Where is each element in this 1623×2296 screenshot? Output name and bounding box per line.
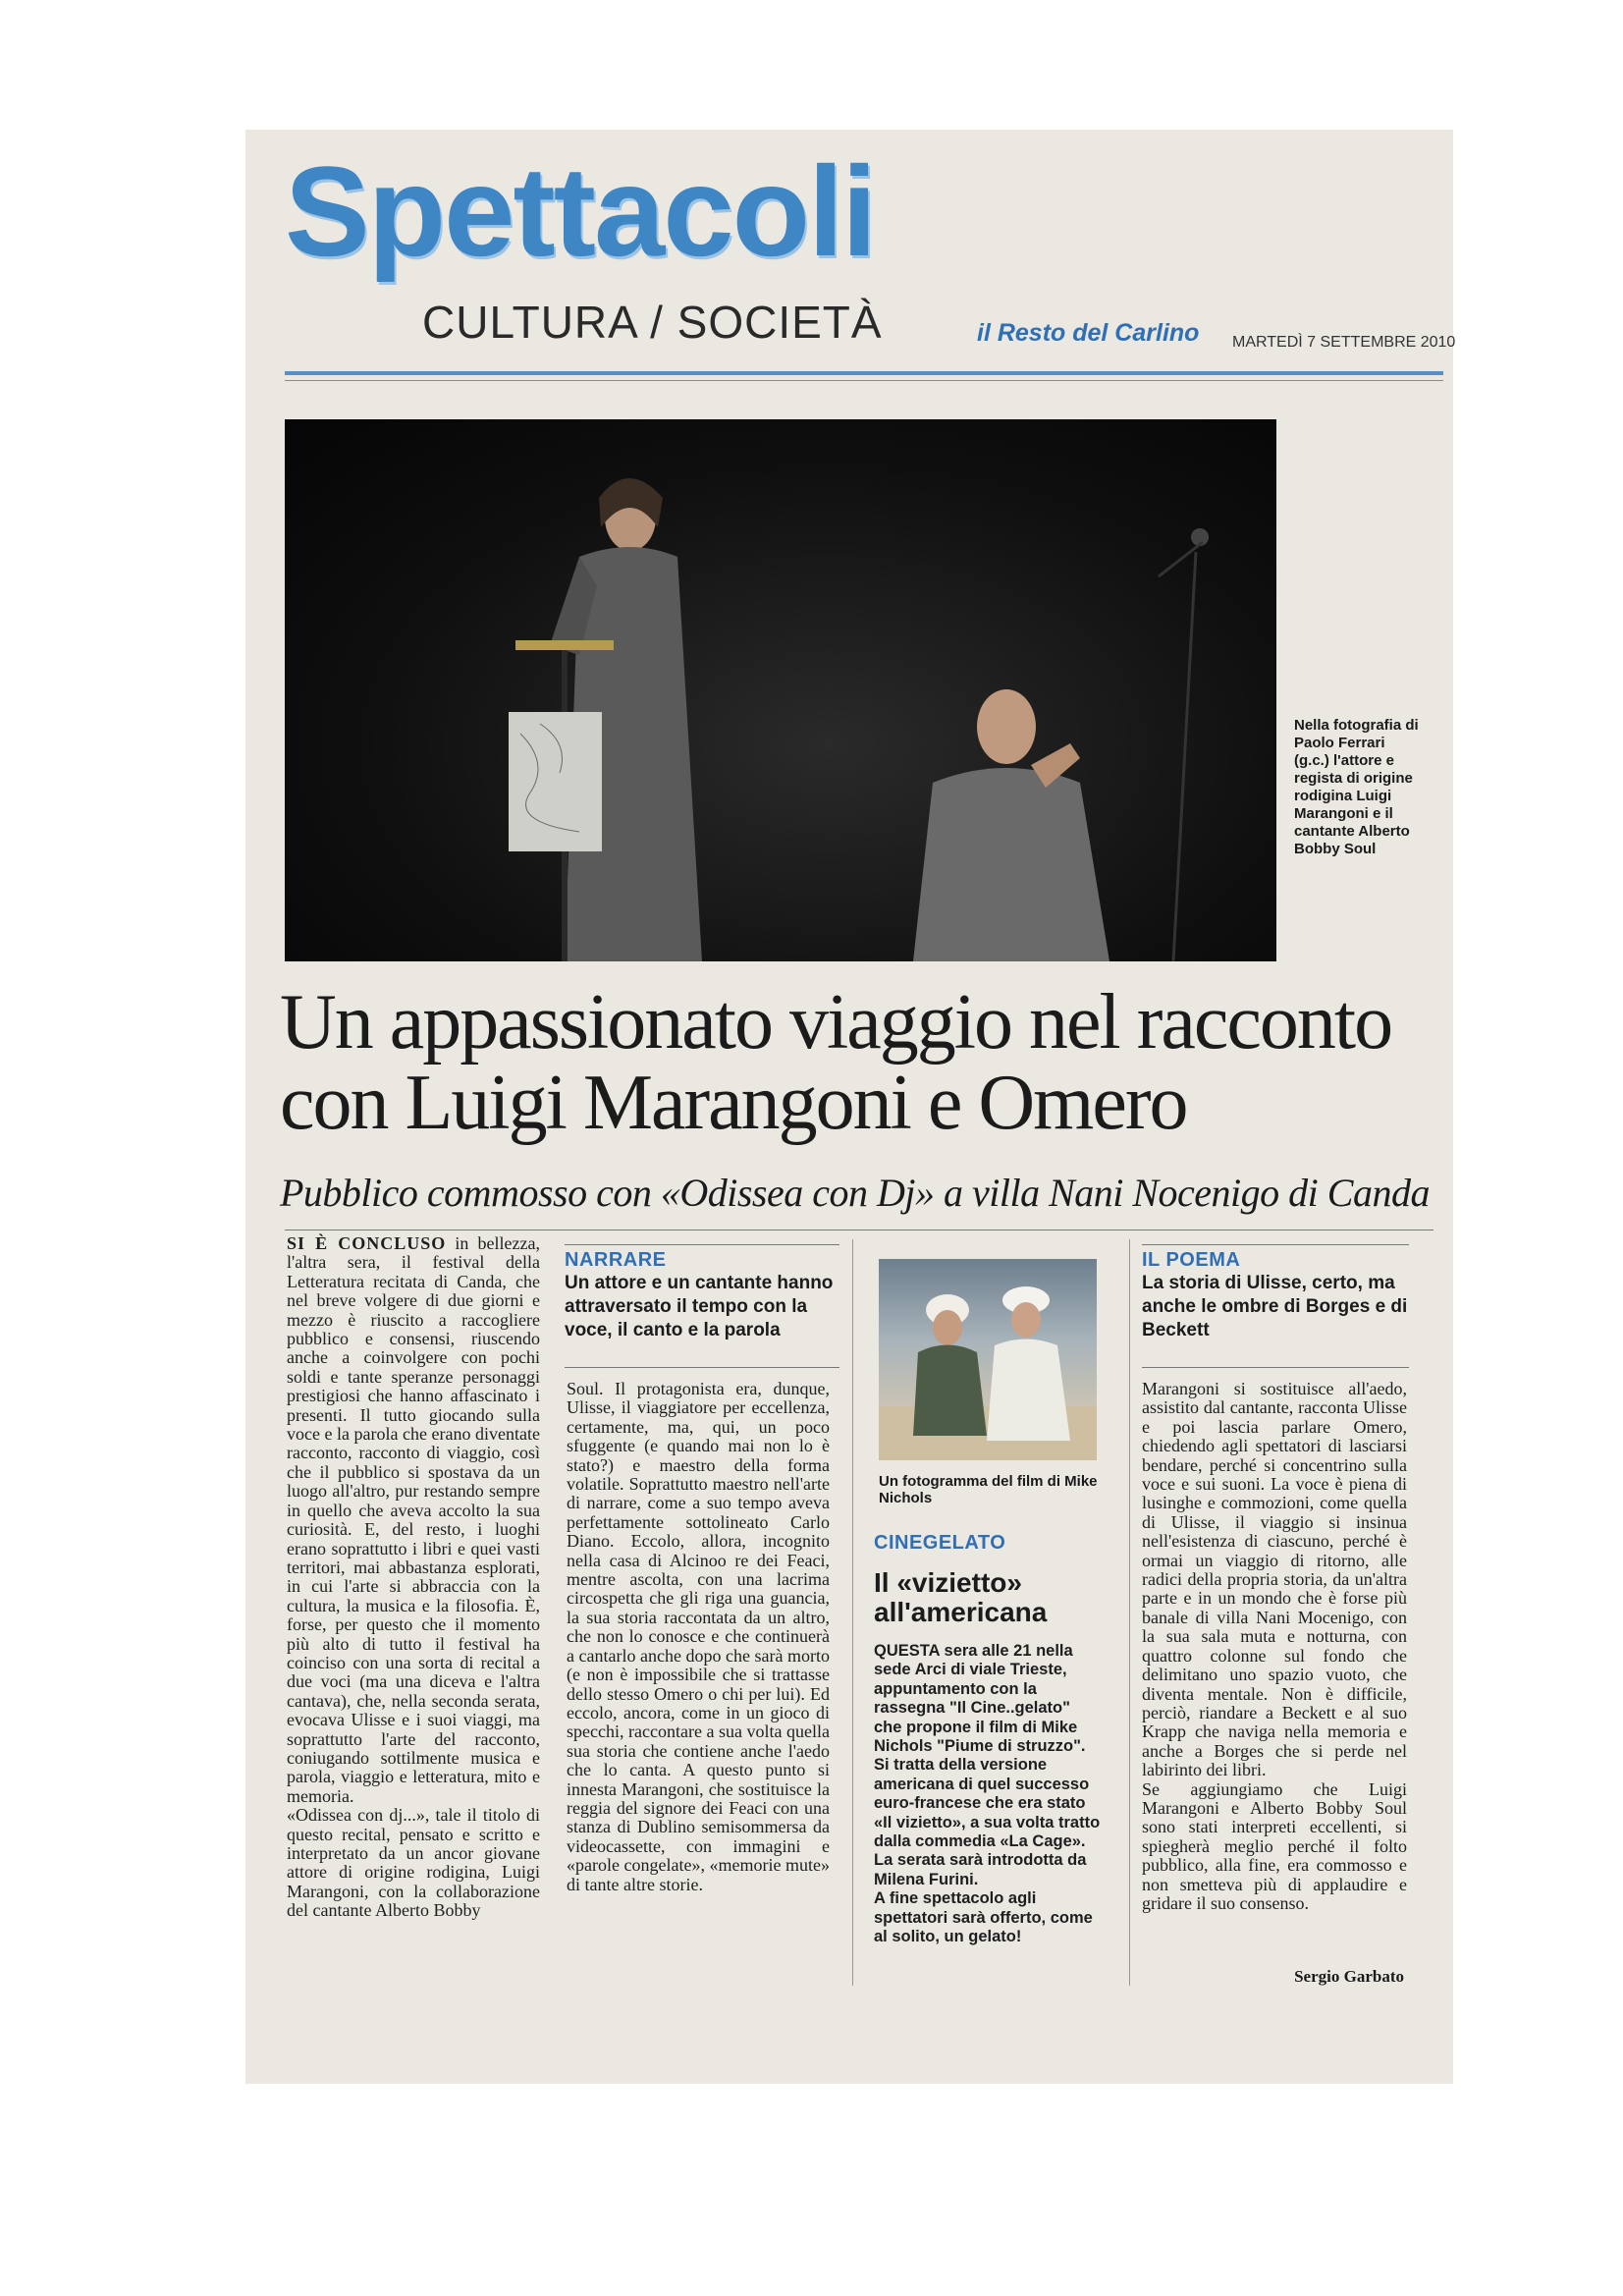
box-poema-kicker: IL POEMA: [1142, 1249, 1241, 1271]
section-title: Spettacoli: [285, 139, 876, 283]
article-text-col4-p2: Se aggiungiamo che Luigi Marangoni e Alberto Bobby Soul sono stati interpreti eccellenti, si spiegherà meglio perché il folto pubblico, alla fine, era commosso e non smetteva più di applaudire e gridare il suo consenso.: [1142, 1778, 1407, 1913]
article-text-col4: Marangoni si sostituisce all'aedo, assistito dal cantante, racconta Ulisse e poi lascia parlare Omero, chiedendo agli spettatori di lasciarsi bendare, perché si concentrino sulla voce e sui suoni. La voce è piena di lusinghe e commozioni, come quella di Ulisse, il viaggio si insinua nell'esistenza di ciascuno, perché è ormai un viaggio di ritorno, alle radici della propria storia, da un'altra parte e in un mondo che è forse più banale di villa Nani Mocenigo, con la sua sala muta e notturna, con quattro colonne sul fondo che delimitano uno spazio vuoto, che diventa mentale. Non è difficile, perciò, riandare a Beckett e al suo Krapp che naviga nella memoria e anche a Borges che si perde nel labirinto dei libri.: [1142, 1379, 1407, 1780]
article-text-col1: in bellezza, l'altra sera, il festival della Letteratura recitata di Canda, che nel breve volgere di due giorni e mezzo è riuscito a raccogliere pubblico e consensi, riuscendo anche a coinvolgere con pochi soldi e tante speranze personaggi prestigiosi che hanno affascinato i presenti. Il tutto giocando sulla voce e la parola che erano diventate racconto, racconto di viaggio, così che il pubblico si spostava da un luogo all'altro, pur restando sempre in quello che aveva accolto la sua curiosità. E, del resto, i luoghi erano soprattutto i libri e quei vasti territori, mai abbastanza esplorati, in cui l'arte si abbraccia con la cultura, la musica e la filosofia. È, forse, per questo che il momento più alto di tutto il festival ha coinciso con una sorta di recital a due voci (ma una diceva e l'altra cantava), che, nella seconda serata, evocava Ulisse e i suoi viaggi, ma soprattutto l'arte del racconto, coniugando sottilmente musica e parola, viaggio e letteratura, mito e memoria.: [287, 1233, 540, 1806]
film-still-photo: [879, 1259, 1097, 1460]
article-column-4: [1142, 1380, 1407, 1913]
film-still-illustration: [879, 1259, 1097, 1460]
film-still-caption: Un fotogramma del film di Mike Nichols: [879, 1473, 1098, 1506]
article-text-col2: Soul. Il protagonista era, dunque, Ulisse, il viaggiatore per eccellenza, certamente, ma, qui, un poco sfuggente (e quando mai non lo è stato?) e maestro della forma volatile. Soprattutto maestro nell'arte di narrare, come a suo tempo aveva perfettamente sottolineato Carlo Diano. Eccolo, allora, incognito nella casa di Alcinoo re dei Feaci, mentre ascolta, con una lacrima circospetta che gli riga una guancia, la sua storia raccontata da un altro, che non lo conosce e che continuerà a cantarlo anche dopo che sarà morto (e non è impossibile che si trattasse dello stesso Omero o chi per lui). Ed eccolo, ancora, come in un gioco di specchi, raccontare a sua volta quella sua storia che contiene anche l'aedo che lo canta. A questo punto si innesta Marangoni, che sostituisce la reggia del signore dei Feaci con una stanza di Dublino semisommersa da videocassette, con immagini e «parole congelate», «memorie mute» di tante altre storie.: [567, 1379, 830, 1894]
article-column-2: [567, 1380, 830, 1894]
article-byline: Sergio Garbato: [1294, 1967, 1404, 1986]
sidebar-lead: QUESTA: [874, 1642, 940, 1660]
photo-caption: Nella fotografia di Paolo Ferrari (g.c.) l'attore e regista di origine rodigina Luigi Marangoni e il cantante Alberto Bobby Soul: [1294, 717, 1419, 857]
mic-stand: [1173, 552, 1196, 961]
masthead-rule: [285, 371, 1443, 375]
sidebar-text: sera alle 21 nella sede Arci di viale Trieste, appuntamento con la rassegna "Il Cine..gelato" che propone il film di Mike Nichols "Piume di struzzo". Si tratta della versione americana di quel successo euro-francese che era stato «Il vizietto», a sua volta tratto dalla commedia «La Cage».: [874, 1642, 1101, 1851]
box-narrare-kicker: NARRARE: [565, 1249, 667, 1271]
lectern-top: [515, 640, 614, 650]
box-narrare-title: Un attore e un cantante hanno attraversato il tempo con la voce, il canto e la parola: [565, 1273, 834, 1340]
article-column-1: [287, 1234, 540, 1921]
stage-photo: [285, 419, 1276, 961]
box-poema-title: La storia di Ulisse, certo, ma anche le ombre di Borges e di Beckett: [1142, 1273, 1408, 1340]
sidebar-text-p3: A fine spettacolo agli spettatori sarà offerto, come al solito, un gelato!: [874, 1889, 1093, 1946]
masthead-rule-thin: [285, 380, 1443, 381]
article-lead: SI È CONCLUSO: [287, 1233, 447, 1253]
box-narrare: [565, 1249, 835, 1342]
newspaper-name: il Resto del Carlino: [977, 319, 1200, 347]
headline-line-1: Un appassionato viaggio nel racconto: [280, 979, 1392, 1066]
headline-line-2: con Luigi Marangoni e Omero: [280, 1060, 1187, 1146]
stage-photo-illustration: [285, 419, 1276, 961]
article-text-col1-p2: «Odissea con dj...», tale il titolo di questo recital, pensato e scritto e interpretato da un ancor giovane attore di origine rodigina, Luigi Marangoni, con la collaborazione del cantante Alberto Bobby: [287, 1805, 540, 1921]
map-sheet: [509, 712, 602, 851]
sidebar-kicker: CINEGELATO: [874, 1532, 1006, 1554]
article-subheadline: Pubblico commosso con «Odissea con Dj» a villa Nani Nocenigo di Canda: [280, 1171, 1430, 1215]
singer-robe: [913, 768, 1109, 961]
article-headline: [280, 979, 1438, 1146]
singer-head: [977, 689, 1036, 764]
sidebar-body: [874, 1642, 1102, 1947]
sidebar-text-p2: La serata sarà introdotta da Milena Furini.: [874, 1851, 1087, 1888]
section-subtitle: CULTURA / SOCIETÀ: [422, 297, 883, 348]
sidebar-title: Il «vizietto» all'americana: [874, 1567, 1048, 1627]
issue-date: MARTEDÌ 7 SETTEMBRE 2010: [1232, 334, 1456, 351]
box-poema: [1142, 1249, 1409, 1342]
